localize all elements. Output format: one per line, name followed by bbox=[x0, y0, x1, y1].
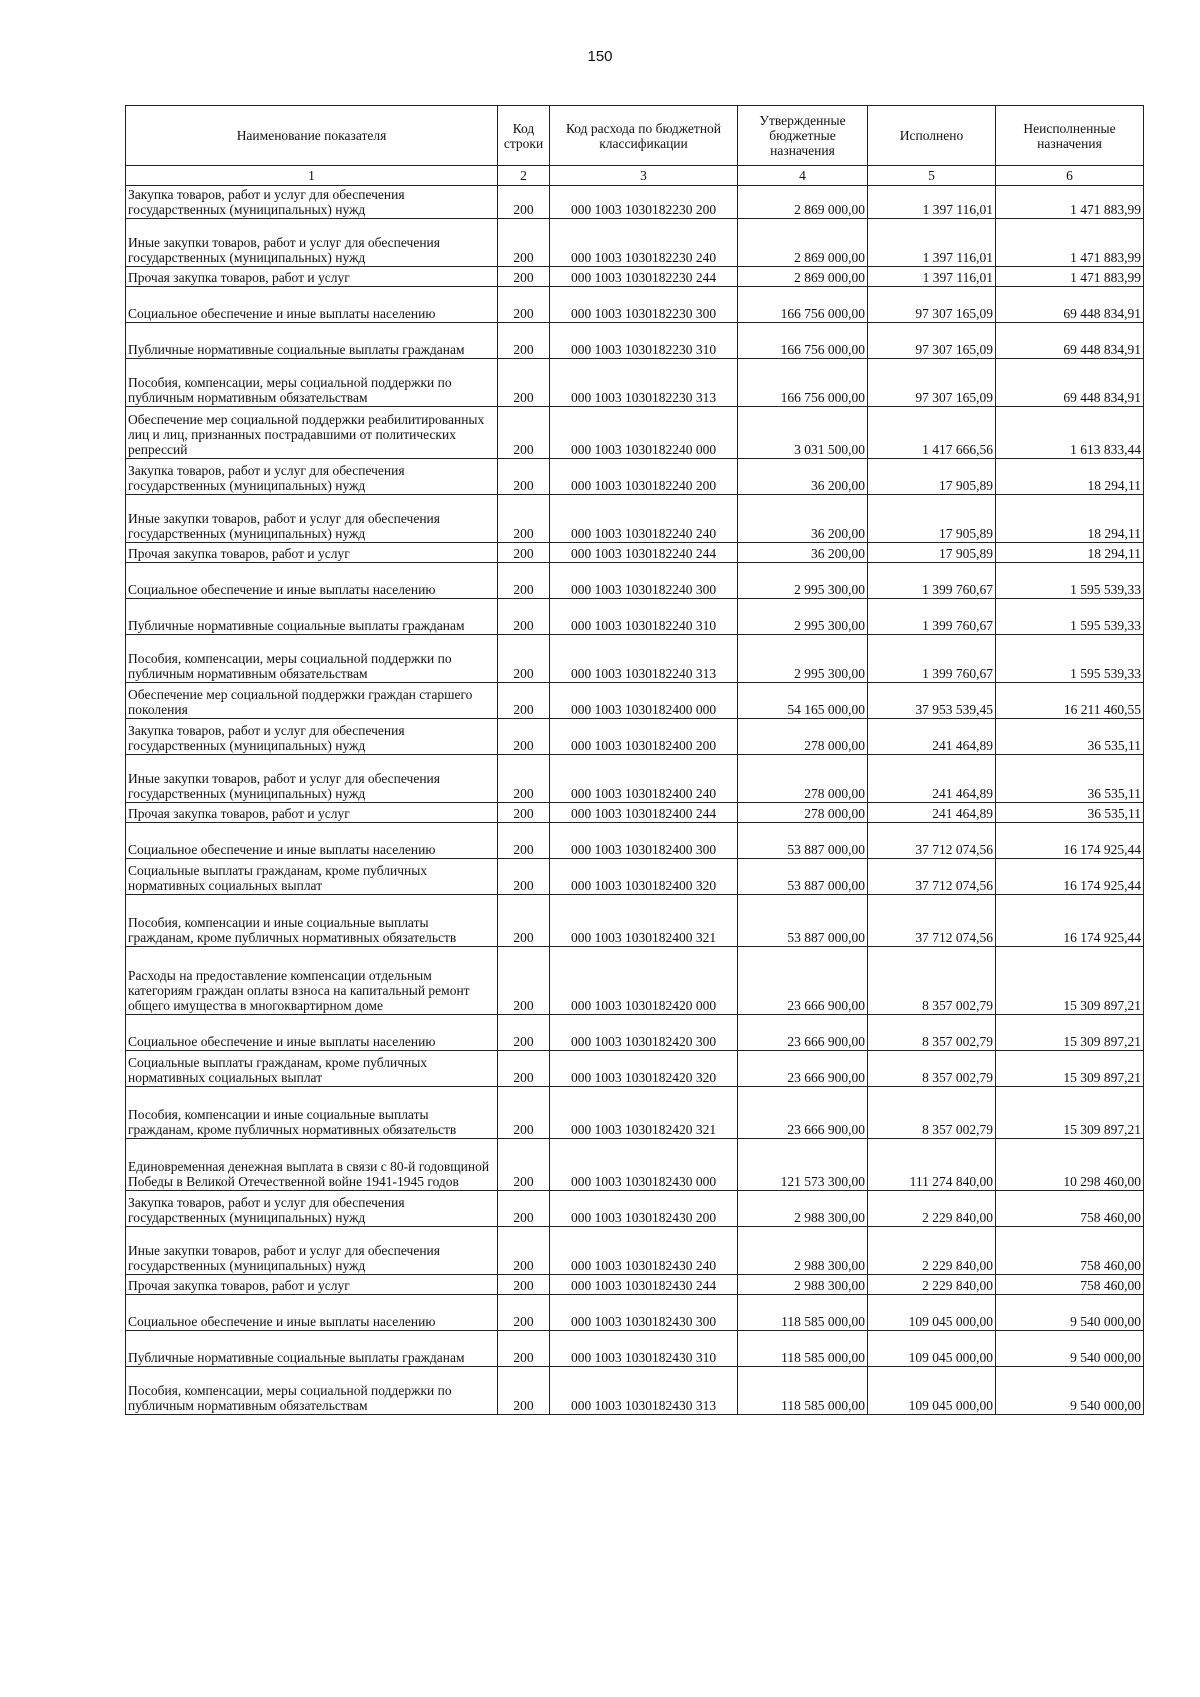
table-cell-line-code: 200 bbox=[498, 683, 550, 719]
table-row bbox=[126, 755, 1144, 803]
table-cell-unexecuted: 758 460,00 bbox=[996, 1275, 1144, 1295]
table-cell-name: Социальное обеспечение и иные выплаты населению bbox=[126, 287, 498, 323]
table-cell-line-code: 200 bbox=[498, 1051, 550, 1087]
table-cell-classification: 000 1003 1030182400 000 bbox=[550, 683, 738, 719]
table-row bbox=[126, 803, 1144, 823]
page-number: 150 bbox=[587, 48, 613, 65]
table-cell-name: Социальное обеспечение и иные выплаты населению bbox=[126, 563, 498, 599]
table-cell-unexecuted: 36 535,11 bbox=[996, 719, 1144, 755]
table-cell-unexecuted: 16 174 925,44 bbox=[996, 823, 1144, 859]
table-cell-executed: 1 399 760,67 bbox=[868, 563, 996, 599]
table-cell-approved: 121 573 300,00 bbox=[738, 1139, 868, 1191]
table-cell-classification: 000 1003 1030182240 240 bbox=[550, 495, 738, 543]
column-number: 6 bbox=[996, 166, 1144, 186]
table-cell-name: Публичные нормативные социальные выплаты гражданам bbox=[126, 599, 498, 635]
table-cell-approved: 278 000,00 bbox=[738, 755, 868, 803]
table-cell-unexecuted: 15 309 897,21 bbox=[996, 1051, 1144, 1087]
table-cell-executed: 109 045 000,00 bbox=[868, 1295, 996, 1331]
table-row bbox=[126, 359, 1144, 407]
table-cell-name: Прочая закупка товаров, работ и услуг bbox=[126, 543, 498, 563]
table-row bbox=[126, 287, 1144, 323]
table-cell-executed: 37 953 539,45 bbox=[868, 683, 996, 719]
table-row bbox=[126, 1087, 1144, 1139]
table-cell-unexecuted: 758 460,00 bbox=[996, 1191, 1144, 1227]
table-cell-approved: 36 200,00 bbox=[738, 543, 868, 563]
table-cell-unexecuted: 69 448 834,91 bbox=[996, 287, 1144, 323]
table-cell-unexecuted: 16 211 460,55 bbox=[996, 683, 1144, 719]
table-row bbox=[126, 459, 1144, 495]
table-cell-unexecuted: 69 448 834,91 bbox=[996, 359, 1144, 407]
table-cell-classification: 000 1003 1030182430 200 bbox=[550, 1191, 738, 1227]
column-number-row bbox=[126, 166, 1144, 186]
table-cell-unexecuted: 1 595 539,33 bbox=[996, 599, 1144, 635]
table-row bbox=[126, 823, 1144, 859]
table-cell-name: Пособия, компенсации и иные социальные выплаты гражданам, кроме публичных нормативных обязательств bbox=[126, 1087, 498, 1139]
table-cell-classification: 000 1003 1030182430 310 bbox=[550, 1331, 738, 1367]
table-cell-line-code: 200 bbox=[498, 755, 550, 803]
table-cell-name: Расходы на предоставление компенсации отдельным категориям граждан оплаты взноса на капитальный ремонт общего имущества в многоквартирном доме bbox=[126, 947, 498, 1015]
table-cell-executed: 8 357 002,79 bbox=[868, 1087, 996, 1139]
table-row bbox=[126, 1139, 1144, 1191]
table-cell-approved: 2 988 300,00 bbox=[738, 1191, 868, 1227]
table-cell-classification: 000 1003 1030182420 300 bbox=[550, 1015, 738, 1051]
table-cell-executed: 109 045 000,00 bbox=[868, 1331, 996, 1367]
table-cell-executed: 97 307 165,09 bbox=[868, 359, 996, 407]
table-row bbox=[126, 1295, 1144, 1331]
table-cell-name: Закупка товаров, работ и услуг для обеспечения государственных (муниципальных) нужд bbox=[126, 459, 498, 495]
table-cell-line-code: 200 bbox=[498, 859, 550, 895]
table-row bbox=[126, 635, 1144, 683]
table-cell-unexecuted: 9 540 000,00 bbox=[996, 1295, 1144, 1331]
table-cell-executed: 241 464,89 bbox=[868, 755, 996, 803]
table-cell-executed: 17 905,89 bbox=[868, 543, 996, 563]
table-cell-approved: 2 869 000,00 bbox=[738, 219, 868, 267]
table-cell-classification: 000 1003 1030182420 000 bbox=[550, 947, 738, 1015]
table-cell-approved: 166 756 000,00 bbox=[738, 359, 868, 407]
table-cell-executed: 8 357 002,79 bbox=[868, 1015, 996, 1051]
table-cell-executed: 37 712 074,56 bbox=[868, 823, 996, 859]
table-cell-classification: 000 1003 1030182240 000 bbox=[550, 407, 738, 459]
table-cell-unexecuted: 1 471 883,99 bbox=[996, 186, 1144, 219]
table-cell-line-code: 200 bbox=[498, 287, 550, 323]
table-cell-name: Обеспечение мер социальной поддержки реабилитированных лиц и лиц, признанных пострадавшими от политических репрессий bbox=[126, 407, 498, 459]
table-cell-classification: 000 1003 1030182400 320 bbox=[550, 859, 738, 895]
table-cell-name: Публичные нормативные социальные выплаты гражданам bbox=[126, 323, 498, 359]
table-cell-classification: 000 1003 1030182400 300 bbox=[550, 823, 738, 859]
table-cell-name: Иные закупки товаров, работ и услуг для обеспечения государственных (муниципальных) нужд bbox=[126, 755, 498, 803]
table-row bbox=[126, 186, 1144, 219]
table-cell-name: Пособия, компенсации, меры социальной поддержки по публичным нормативным обязательствам bbox=[126, 635, 498, 683]
table-cell-executed: 2 229 840,00 bbox=[868, 1227, 996, 1275]
table-cell-classification: 000 1003 1030182430 313 bbox=[550, 1367, 738, 1415]
table-row bbox=[126, 219, 1144, 267]
table-cell-approved: 23 666 900,00 bbox=[738, 1015, 868, 1051]
table-row bbox=[126, 895, 1144, 947]
table-cell-unexecuted: 15 309 897,21 bbox=[996, 947, 1144, 1015]
table-cell-approved: 278 000,00 bbox=[738, 719, 868, 755]
table-row bbox=[126, 407, 1144, 459]
table-cell-classification: 000 1003 1030182240 200 bbox=[550, 459, 738, 495]
table-cell-approved: 53 887 000,00 bbox=[738, 823, 868, 859]
table-cell-line-code: 200 bbox=[498, 563, 550, 599]
table-row bbox=[126, 599, 1144, 635]
table-cell-name: Социальное обеспечение и иные выплаты населению bbox=[126, 823, 498, 859]
table-cell-name: Социальные выплаты гражданам, кроме публичных нормативных социальных выплат bbox=[126, 859, 498, 895]
table-cell-line-code: 200 bbox=[498, 823, 550, 859]
table-cell-name: Закупка товаров, работ и услуг для обеспечения государственных (муниципальных) нужд bbox=[126, 1191, 498, 1227]
table-cell-name: Иные закупки товаров, работ и услуг для обеспечения государственных (муниципальных) нужд bbox=[126, 219, 498, 267]
table-row bbox=[126, 543, 1144, 563]
table-cell-classification: 000 1003 1030182430 240 bbox=[550, 1227, 738, 1275]
table-cell-approved: 118 585 000,00 bbox=[738, 1331, 868, 1367]
table-cell-unexecuted: 1 595 539,33 bbox=[996, 563, 1144, 599]
table-cell-approved: 3 031 500,00 bbox=[738, 407, 868, 459]
table-cell-approved: 36 200,00 bbox=[738, 495, 868, 543]
table-cell-approved: 53 887 000,00 bbox=[738, 859, 868, 895]
table-cell-executed: 1 397 116,01 bbox=[868, 267, 996, 287]
table-cell-name: Единовременная денежная выплата в связи с 80-й годовщиной Победы в Великой Отечественной войне 1941-1945 годов bbox=[126, 1139, 498, 1191]
table-cell-name: Обеспечение мер социальной поддержки граждан старшего поколения bbox=[126, 683, 498, 719]
table-cell-unexecuted: 36 535,11 bbox=[996, 755, 1144, 803]
table-body bbox=[126, 186, 1144, 1415]
table-cell-approved: 278 000,00 bbox=[738, 803, 868, 823]
table-cell-approved: 23 666 900,00 bbox=[738, 947, 868, 1015]
table-cell-approved: 23 666 900,00 bbox=[738, 1051, 868, 1087]
table-cell-classification: 000 1003 1030182240 244 bbox=[550, 543, 738, 563]
table-row bbox=[126, 1275, 1144, 1295]
table-cell-name: Прочая закупка товаров, работ и услуг bbox=[126, 267, 498, 287]
column-number: 3 bbox=[550, 166, 738, 186]
table-cell-name: Социальные выплаты гражданам, кроме публичных нормативных социальных выплат bbox=[126, 1051, 498, 1087]
table-cell-unexecuted: 10 298 460,00 bbox=[996, 1139, 1144, 1191]
table-cell-classification: 000 1003 1030182230 200 bbox=[550, 186, 738, 219]
table-row bbox=[126, 1015, 1144, 1051]
table-cell-name: Иные закупки товаров, работ и услуг для обеспечения государственных (муниципальных) нужд bbox=[126, 495, 498, 543]
table-cell-line-code: 200 bbox=[498, 947, 550, 1015]
table-cell-line-code: 200 bbox=[498, 219, 550, 267]
table-cell-line-code: 200 bbox=[498, 267, 550, 287]
table-cell-unexecuted: 1 471 883,99 bbox=[996, 219, 1144, 267]
table-cell-unexecuted: 18 294,11 bbox=[996, 495, 1144, 543]
table-cell-approved: 2 995 300,00 bbox=[738, 635, 868, 683]
table-cell-executed: 109 045 000,00 bbox=[868, 1367, 996, 1415]
table-row bbox=[126, 495, 1144, 543]
table-cell-executed: 37 712 074,56 bbox=[868, 895, 996, 947]
header-indicator-name: Наименование показателя bbox=[126, 106, 498, 166]
table-row bbox=[126, 719, 1144, 755]
table-cell-name: Пособия, компенсации и иные социальные выплаты гражданам, кроме публичных нормативных обязательств bbox=[126, 895, 498, 947]
table-cell-classification: 000 1003 1030182230 240 bbox=[550, 219, 738, 267]
table-cell-classification: 000 1003 1030182240 313 bbox=[550, 635, 738, 683]
table-cell-unexecuted: 1 595 539,33 bbox=[996, 635, 1144, 683]
table-cell-line-code: 200 bbox=[498, 599, 550, 635]
table-cell-approved: 2 869 000,00 bbox=[738, 186, 868, 219]
table-cell-line-code: 200 bbox=[498, 1227, 550, 1275]
header-unexecuted: Неисполненные назначения bbox=[996, 106, 1144, 166]
table-cell-line-code: 200 bbox=[498, 1015, 550, 1051]
table-cell-line-code: 200 bbox=[498, 1139, 550, 1191]
table-row bbox=[126, 1051, 1144, 1087]
table-cell-line-code: 200 bbox=[498, 359, 550, 407]
table-cell-line-code: 200 bbox=[498, 719, 550, 755]
table-cell-approved: 2 869 000,00 bbox=[738, 267, 868, 287]
table-row bbox=[126, 323, 1144, 359]
table-cell-classification: 000 1003 1030182420 320 bbox=[550, 1051, 738, 1087]
table-cell-approved: 36 200,00 bbox=[738, 459, 868, 495]
table-cell-line-code: 200 bbox=[498, 1367, 550, 1415]
table-row bbox=[126, 1191, 1144, 1227]
table-cell-classification: 000 1003 1030182400 200 bbox=[550, 719, 738, 755]
table-cell-line-code: 200 bbox=[498, 1191, 550, 1227]
table-row bbox=[126, 1331, 1144, 1367]
table-cell-line-code: 200 bbox=[498, 543, 550, 563]
table-cell-executed: 111 274 840,00 bbox=[868, 1139, 996, 1191]
table-cell-classification: 000 1003 1030182230 310 bbox=[550, 323, 738, 359]
table-row bbox=[126, 1227, 1144, 1275]
table-cell-classification: 000 1003 1030182400 244 bbox=[550, 803, 738, 823]
table-cell-executed: 1 417 666,56 bbox=[868, 407, 996, 459]
table-cell-executed: 97 307 165,09 bbox=[868, 323, 996, 359]
table-cell-name: Закупка товаров, работ и услуг для обеспечения государственных (муниципальных) нужд bbox=[126, 186, 498, 219]
column-number: 2 bbox=[498, 166, 550, 186]
table-cell-executed: 2 229 840,00 bbox=[868, 1191, 996, 1227]
table-cell-line-code: 200 bbox=[498, 459, 550, 495]
table-cell-line-code: 200 bbox=[498, 803, 550, 823]
table-cell-unexecuted: 15 309 897,21 bbox=[996, 1087, 1144, 1139]
table-cell-approved: 2 995 300,00 bbox=[738, 563, 868, 599]
table-cell-line-code: 200 bbox=[498, 323, 550, 359]
table-cell-approved: 118 585 000,00 bbox=[738, 1367, 868, 1415]
header-line-code: Код строки bbox=[498, 106, 550, 166]
table-cell-unexecuted: 36 535,11 bbox=[996, 803, 1144, 823]
header-approved: Утвержденные бюджетные назначения bbox=[738, 106, 868, 166]
budget-execution-table bbox=[125, 105, 1144, 1415]
table-cell-approved: 53 887 000,00 bbox=[738, 895, 868, 947]
column-number: 1 bbox=[126, 166, 498, 186]
table-cell-executed: 1 397 116,01 bbox=[868, 219, 996, 267]
table-cell-unexecuted: 18 294,11 bbox=[996, 459, 1144, 495]
table-cell-unexecuted: 758 460,00 bbox=[996, 1227, 1144, 1275]
table-cell-classification: 000 1003 1030182230 244 bbox=[550, 267, 738, 287]
table-cell-name: Социальное обеспечение и иные выплаты населению bbox=[126, 1295, 498, 1331]
table-cell-classification: 000 1003 1030182230 300 bbox=[550, 287, 738, 323]
table-cell-name: Прочая закупка товаров, работ и услуг bbox=[126, 803, 498, 823]
column-number: 4 bbox=[738, 166, 868, 186]
table-cell-executed: 1 399 760,67 bbox=[868, 599, 996, 635]
table-cell-approved: 118 585 000,00 bbox=[738, 1295, 868, 1331]
table-cell-approved: 2 988 300,00 bbox=[738, 1275, 868, 1295]
table-cell-unexecuted: 16 174 925,44 bbox=[996, 895, 1144, 947]
table-cell-unexecuted: 15 309 897,21 bbox=[996, 1015, 1144, 1051]
table-cell-approved: 2 995 300,00 bbox=[738, 599, 868, 635]
table-cell-line-code: 200 bbox=[498, 1331, 550, 1367]
table-cell-unexecuted: 1 613 833,44 bbox=[996, 407, 1144, 459]
table-cell-unexecuted: 18 294,11 bbox=[996, 543, 1144, 563]
table-cell-executed: 8 357 002,79 bbox=[868, 1051, 996, 1087]
table-cell-unexecuted: 1 471 883,99 bbox=[996, 267, 1144, 287]
table-cell-classification: 000 1003 1030182400 240 bbox=[550, 755, 738, 803]
column-number: 5 bbox=[868, 166, 996, 186]
table-cell-classification: 000 1003 1030182240 300 bbox=[550, 563, 738, 599]
table-cell-executed: 17 905,89 bbox=[868, 495, 996, 543]
table-cell-line-code: 200 bbox=[498, 635, 550, 683]
table-cell-classification: 000 1003 1030182230 313 bbox=[550, 359, 738, 407]
table-cell-unexecuted: 69 448 834,91 bbox=[996, 323, 1144, 359]
table-cell-executed: 1 399 760,67 bbox=[868, 635, 996, 683]
table-row bbox=[126, 267, 1144, 287]
table-cell-line-code: 200 bbox=[498, 407, 550, 459]
table-cell-classification: 000 1003 1030182430 000 bbox=[550, 1139, 738, 1191]
table-cell-line-code: 200 bbox=[498, 186, 550, 219]
table-cell-executed: 97 307 165,09 bbox=[868, 287, 996, 323]
header-executed: Исполнено bbox=[868, 106, 996, 166]
table-cell-executed: 2 229 840,00 bbox=[868, 1275, 996, 1295]
table-cell-executed: 37 712 074,56 bbox=[868, 859, 996, 895]
table-row bbox=[126, 683, 1144, 719]
table-cell-classification: 000 1003 1030182430 244 bbox=[550, 1275, 738, 1295]
table-cell-classification: 000 1003 1030182430 300 bbox=[550, 1295, 738, 1331]
table-row bbox=[126, 563, 1144, 599]
table-cell-unexecuted: 9 540 000,00 bbox=[996, 1331, 1144, 1367]
table-cell-line-code: 200 bbox=[498, 895, 550, 947]
table-cell-executed: 8 357 002,79 bbox=[868, 947, 996, 1015]
table-cell-name: Публичные нормативные социальные выплаты гражданам bbox=[126, 1331, 498, 1367]
table-cell-line-code: 200 bbox=[498, 495, 550, 543]
table-cell-line-code: 200 bbox=[498, 1275, 550, 1295]
table-cell-name: Иные закупки товаров, работ и услуг для обеспечения государственных (муниципальных) нужд bbox=[126, 1227, 498, 1275]
table-cell-name: Социальное обеспечение и иные выплаты населению bbox=[126, 1015, 498, 1051]
table-cell-executed: 241 464,89 bbox=[868, 803, 996, 823]
table-cell-approved: 2 988 300,00 bbox=[738, 1227, 868, 1275]
table-cell-unexecuted: 9 540 000,00 bbox=[996, 1367, 1144, 1415]
table-cell-classification: 000 1003 1030182400 321 bbox=[550, 895, 738, 947]
table-cell-name: Пособия, компенсации, меры социальной поддержки по публичным нормативным обязательствам bbox=[126, 359, 498, 407]
table-cell-name: Закупка товаров, работ и услуг для обеспечения государственных (муниципальных) нужд bbox=[126, 719, 498, 755]
table-row bbox=[126, 947, 1144, 1015]
table-cell-executed: 1 397 116,01 bbox=[868, 186, 996, 219]
table-row bbox=[126, 859, 1144, 895]
table-cell-unexecuted: 16 174 925,44 bbox=[996, 859, 1144, 895]
table-row bbox=[126, 1367, 1144, 1415]
table-cell-name: Пособия, компенсации, меры социальной поддержки по публичным нормативным обязательствам bbox=[126, 1367, 498, 1415]
table-cell-classification: 000 1003 1030182420 321 bbox=[550, 1087, 738, 1139]
table-cell-name: Прочая закупка товаров, работ и услуг bbox=[126, 1275, 498, 1295]
table-cell-line-code: 200 bbox=[498, 1295, 550, 1331]
table-cell-executed: 17 905,89 bbox=[868, 459, 996, 495]
table-cell-approved: 54 165 000,00 bbox=[738, 683, 868, 719]
table-cell-classification: 000 1003 1030182240 310 bbox=[550, 599, 738, 635]
header-budget-classification: Код расхода по бюджетной классификации bbox=[550, 106, 738, 166]
table-cell-line-code: 200 bbox=[498, 1087, 550, 1139]
table-cell-approved: 166 756 000,00 bbox=[738, 323, 868, 359]
table-cell-approved: 166 756 000,00 bbox=[738, 287, 868, 323]
table-cell-approved: 23 666 900,00 bbox=[738, 1087, 868, 1139]
table-cell-executed: 241 464,89 bbox=[868, 719, 996, 755]
